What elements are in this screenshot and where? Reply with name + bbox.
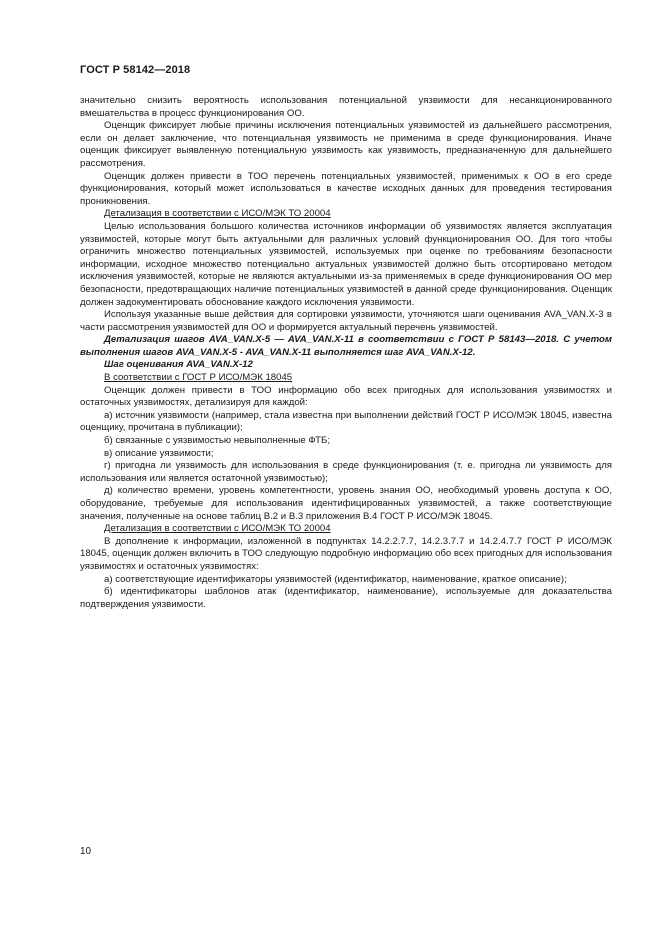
paragraph: Оценщик должен привести в ТОО перечень потенциальных уязвимостей, применимых к ОО в его среде функционирования, который может использоваться в качестве исходных данных для проведения тестирования проникновения. [80, 170, 612, 207]
paragraph: Целью использования большого количества источников информации об уязвимостях является эксплуатация уязвимостей, которые могут быть актуальными для различных условий функционирования ОО. Для того чтобы ограничить множество потенциальных уязвимостей, используемых при оценке по требованиям безопасности информации, исходное множество потенциально актуальных уязвимостей должно быть отсортировано методом исключения уязвимостей, которые не являются актуальными из-за применяемых в среде функционирования ОО мер безопасности, предотвращающих наличие потенциальных уязвимостей в данной среде функционирования. Оценщик должен задокументировать обоснование каждого исключения уязвимости. [80, 220, 612, 308]
paragraph: значительно снизить вероятность использования потенциальной уязвимости для несанкционированного вмешательства в процесс функционирования ОО. [80, 95, 612, 119]
section-heading [80, 523, 612, 536]
list-item: б) связанные с уязвимостью невыполненные ФТБ; [104, 435, 330, 447]
bold-italic-paragraph: Детализация шагов AVA_VAN.X-5 — AVA_VAN.X-11 в соответствии с ГОСТ Р 58143—2018. С учетом выполнения шагов AVA_VAN.X-5 - AVA_VAN.X-11 выполняется шаг AVA_VAN.X-12. [80, 334, 612, 358]
page-number: 10 [80, 846, 92, 857]
underlined-heading: В соответствии с ГОСТ Р ИСО/МЭК 18045 [104, 372, 293, 384]
paragraph: В дополнение к информации, изложенной в подпунктах 14.2.2.7.7, 14.2.3.7.7 и 14.2.4.7.7 ГОСТ Р ИСО/МЭК 18045, оценщик должен включить в ТОО следующую подробную информацию обо всех пригодных для использования уязвимостях и остаточных уязвимостях: [80, 535, 612, 572]
list-item: б) идентификаторы шаблонов атак (идентификатор, наименование), используемые для доказательства подтверждения уязвимости. [80, 586, 612, 610]
list-item: д) количество времени, уровень компетентности, уровень знания ОО, необходимый уровень доступа к ОО, оборудование, требуемые для использования идентифицированных уязвимостей, а также соответствующие значения, полученные на основе таблиц В.2 и В.3 приложения В.4 ГОСТ Р ИСО/МЭК 18045. [80, 485, 612, 522]
underlined-heading: Детализация в соответствии с ИСО/МЭК ТО 20004 [104, 523, 331, 535]
list-item: г) пригодна ли уязвимость для использования в среде функционирования (т. е. пригодна ли уязвимость для использования или является остаточной уязвимостью); [80, 460, 612, 484]
paragraph: Используя указанные выше действия для сортировки уязвимости, уточняются шаги оценивания AVA_VAN.X-3 в части рассмотрения уязвимостей для ОО и формируется актуальный перечень уязвимостей. [80, 309, 612, 333]
document-header: ГОСТ Р 58142—2018 [80, 64, 191, 76]
document-body [80, 95, 612, 611]
section-heading [80, 372, 612, 385]
paragraph: Оценщик должен привести в ТОО информацию обо всех пригодных для использования уязвимостях и остаточных уязвимостях, детализируя для каждой: [80, 384, 612, 409]
section-heading [80, 208, 612, 221]
list-item: а) соответствующие идентификаторы уязвимостей (идентификатор, наименование, краткое описание); [104, 573, 567, 585]
underlined-heading: Детализация в соответствии с ИСО/МЭК ТО 20004 [104, 208, 331, 220]
list-item: в) описание уязвимости; [104, 447, 214, 459]
paragraph: Оценщик фиксирует любые причины исключения потенциальных уязвимостей из дальнейшего рассмотрения, если он делает заключение, что потенциальная уязвимость не применима в среде функционирования. Иначе оценщик фиксирует выявленную потенциальную уязвимость как уязвимость, предназначенную для дальнейшего рассмотрения. [80, 120, 612, 169]
step-heading: Шаг оценивания AVA_VAN.X-12 [104, 359, 253, 371]
list-item: а) источник уязвимости (например, стала известна при выполнении действий ГОСТ Р ИСО/МЭК 18045, известна оценщику, прочитана в публикации); [80, 409, 612, 434]
